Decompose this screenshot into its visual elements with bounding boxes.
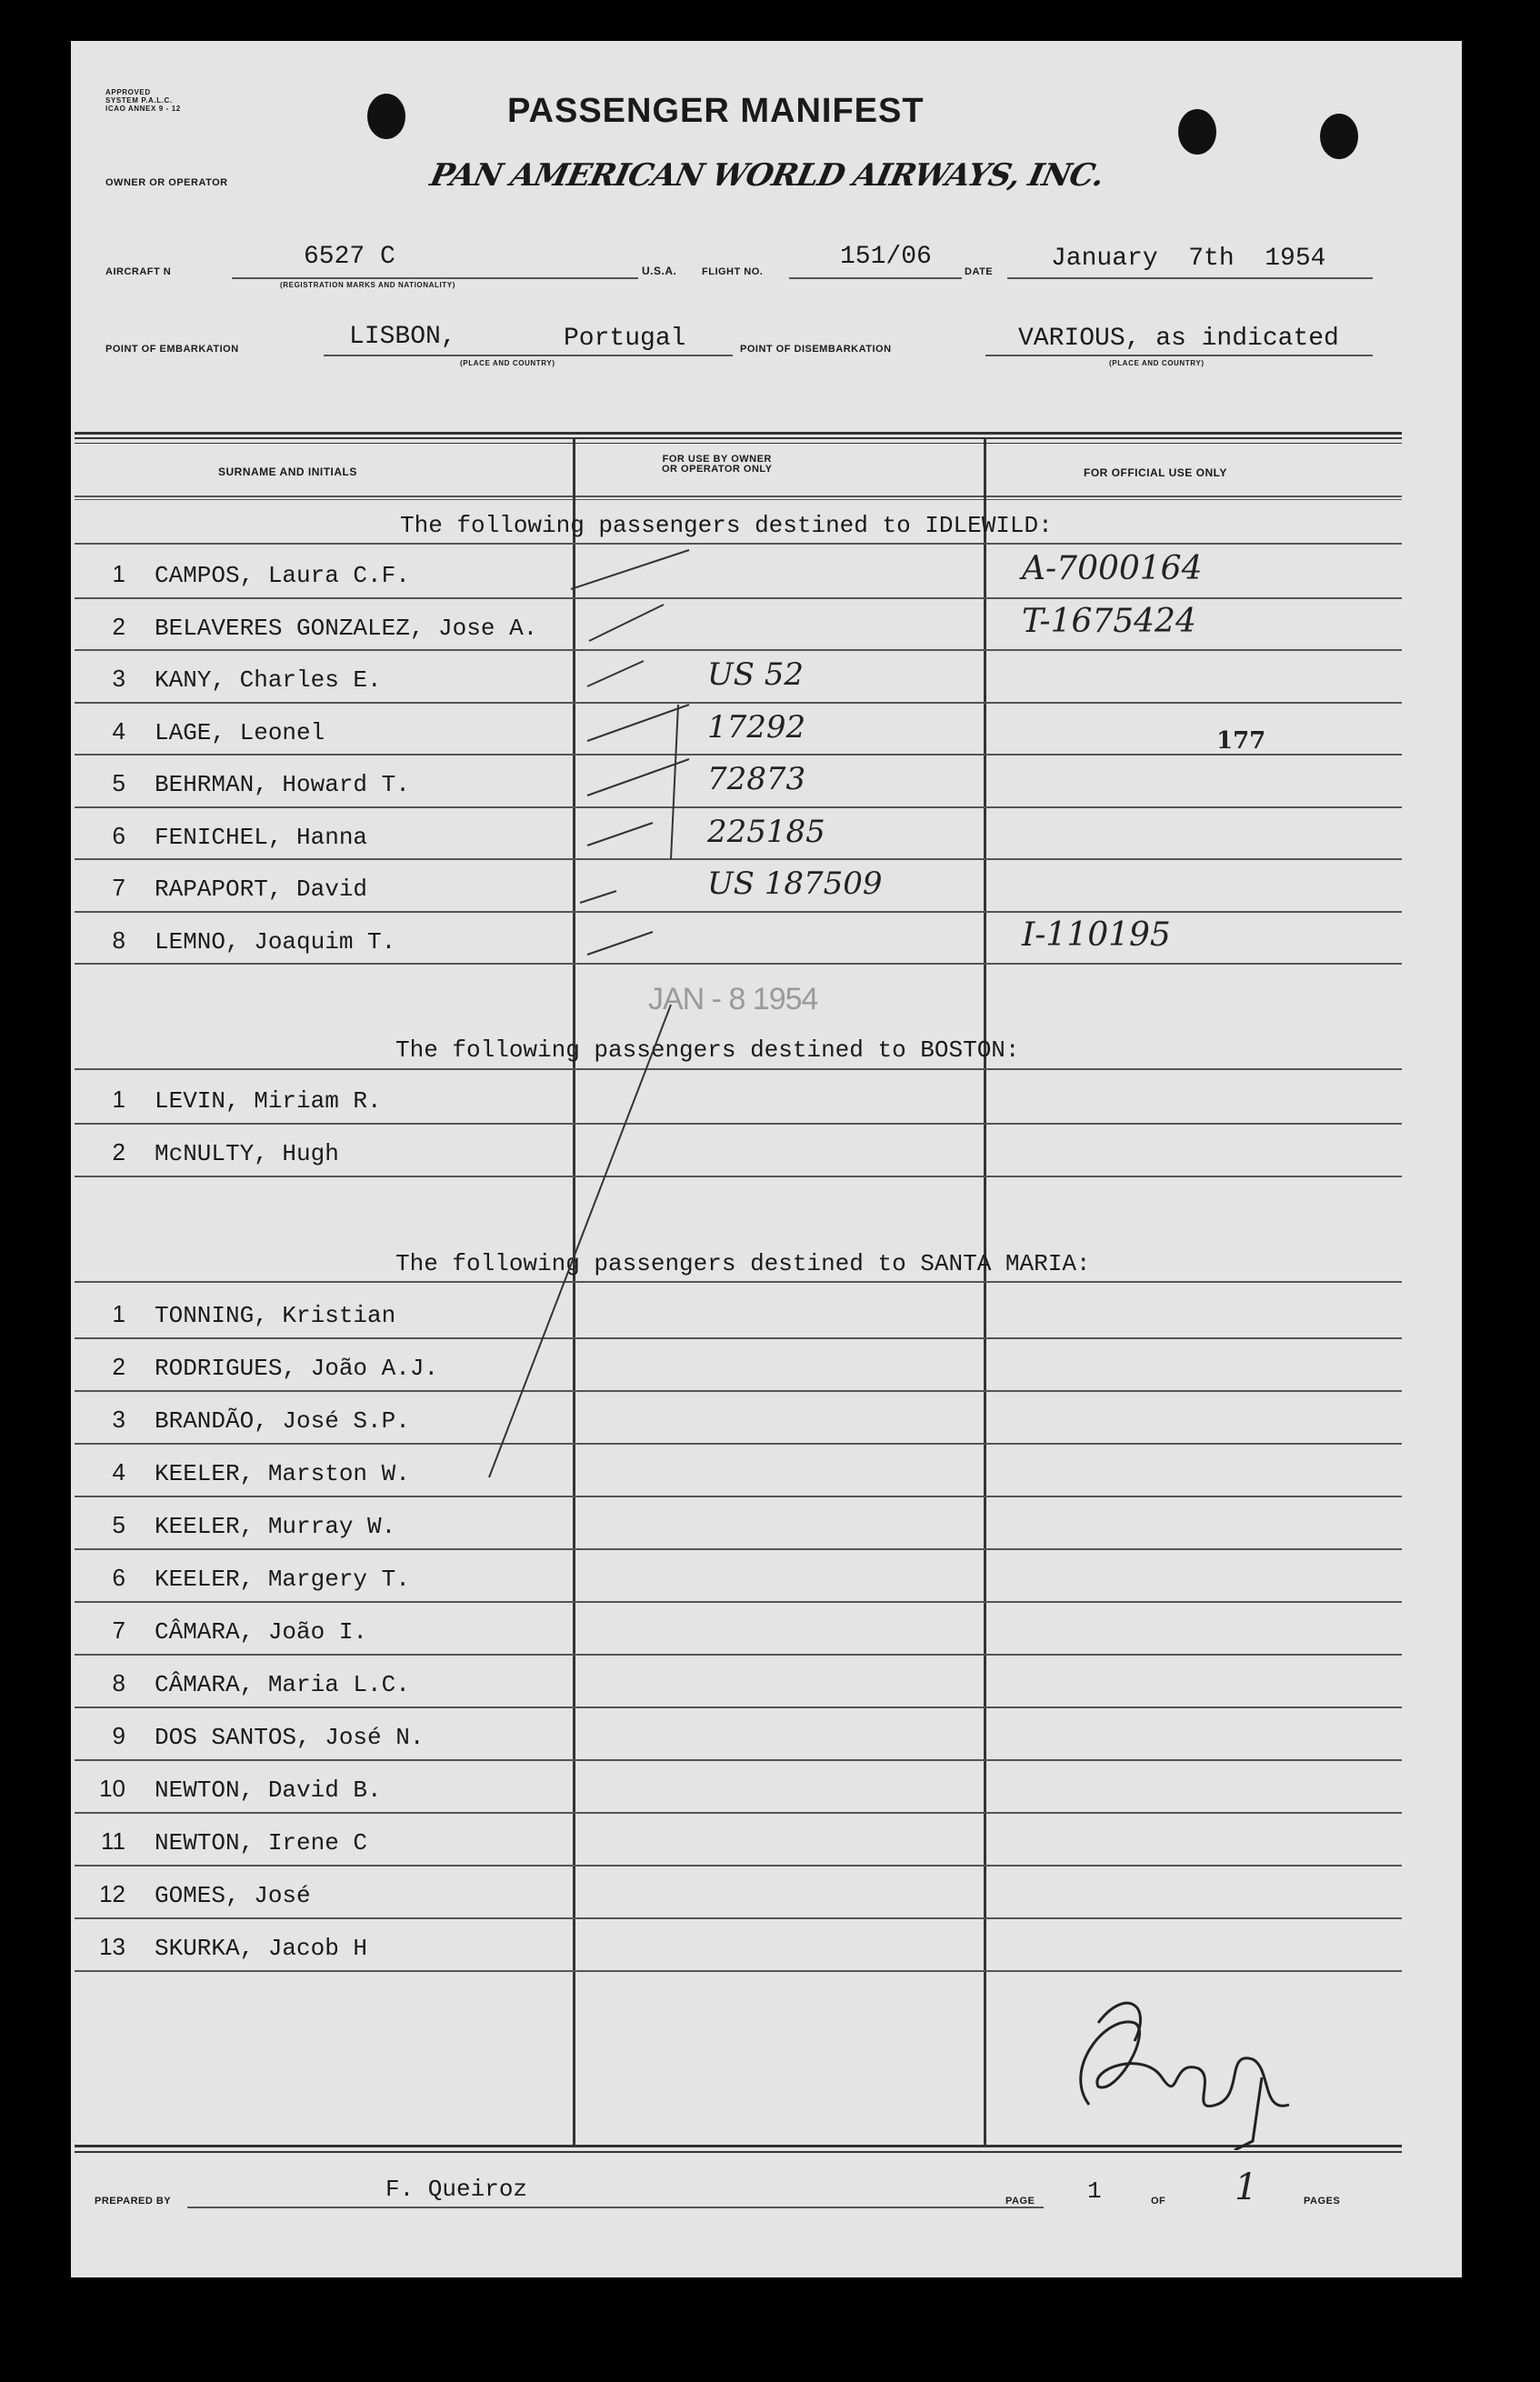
passenger-row (71, 546, 1462, 599)
passenger-number: 2 (112, 1353, 125, 1380)
passenger-number: 12 (99, 1880, 125, 1907)
passenger-number: 8 (112, 1669, 125, 1696)
registration-caption: (REGISTRATION MARKS AND NATIONALITY) (280, 281, 455, 289)
passenger-row (71, 1497, 1462, 1550)
passenger-number: 2 (112, 1138, 125, 1166)
idlewild-heading: The following passengers destined to IDLEWILD: (400, 512, 1053, 539)
disembarkation-value: VARIOUS, as indicated (1018, 325, 1339, 353)
passenger-number: 13 (99, 1933, 125, 1960)
passenger-row (71, 1867, 1462, 1919)
official-note: A-7000164 (1022, 550, 1203, 587)
passenger-name: LEVIN, Miriam R. (155, 1087, 382, 1115)
of-label: OF (1151, 2196, 1166, 2207)
passenger-row (71, 1445, 1462, 1497)
operator-note: 72873 (707, 761, 806, 797)
passenger-name: BRANDÃO, José S.P. (155, 1407, 410, 1435)
pages-label: PAGES (1304, 2196, 1341, 2207)
embarkation-city: LISBON, (349, 323, 456, 351)
operator-note: 225185 (707, 813, 825, 850)
passenger-row (71, 1814, 1462, 1867)
passenger-number: 5 (112, 769, 125, 796)
passenger-row (71, 756, 1462, 808)
prepared-label: PREPARED BY (95, 2196, 172, 2207)
passenger-name: GOMES, José (155, 1882, 311, 1909)
passenger-row (71, 1550, 1462, 1603)
flight-label: FLIGHT NO. (702, 266, 764, 277)
operator-note: US 52 (707, 656, 805, 693)
official-note: 177 (1216, 726, 1266, 755)
embarkation-label: POINT OF EMBARKATION (105, 344, 239, 355)
passenger-name: SKURKA, Jacob H (155, 1935, 368, 1962)
passenger-number: 7 (112, 1616, 125, 1644)
disembarkation-label: POINT OF DISEMBARKATION (740, 344, 892, 355)
passenger-name: BELAVERES GONZALEZ, Jose A. (155, 614, 538, 642)
column-header-official: FOR OFFICIAL USE ONLY (1084, 466, 1227, 479)
passenger-row (71, 1603, 1462, 1656)
passenger-row (71, 599, 1462, 652)
punch-hole-right-1 (1178, 109, 1216, 155)
passenger-row (71, 1761, 1462, 1814)
passenger-row (71, 860, 1462, 913)
passenger-row (71, 1392, 1462, 1445)
passenger-row (71, 1339, 1462, 1392)
punch-hole-left (367, 94, 405, 139)
passenger-number: 3 (112, 665, 125, 692)
passenger-name: TONNING, Kristian (155, 1302, 396, 1329)
passenger-name: LAGE, Leonel (155, 718, 325, 746)
passenger-row (71, 704, 1462, 756)
passenger-name: NEWTON, Irene C (155, 1829, 368, 1857)
passenger-name: CÂMARA, João I. (155, 1618, 368, 1646)
santa-maria-heading: The following passengers destined to SANTA MARIA: (395, 1250, 1091, 1277)
passenger-name: RODRIGUES, João A.J. (155, 1355, 439, 1382)
passenger-number: 1 (112, 1086, 125, 1113)
passenger-number: 8 (112, 926, 125, 954)
of-value: 1 (1235, 2167, 1258, 2208)
flight-value: 151/06 (840, 243, 932, 271)
passenger-name: CAMPOS, Laura C.F. (155, 562, 410, 589)
aircraft-value: 6527 C (304, 243, 395, 271)
embarkation-country: Portugal (564, 325, 686, 353)
passenger-name: LEMNO, Joaquim T. (155, 927, 396, 956)
passenger-row (71, 808, 1462, 861)
date-label: DATE (965, 266, 994, 277)
passenger-name: CÂMARA, Maria L.C. (155, 1671, 410, 1698)
passenger-name: DOS SANTOS, José N. (155, 1724, 425, 1751)
signature (1035, 1968, 1344, 2150)
passenger-number: 10 (99, 1775, 125, 1802)
approval-note: APPROVED SYSTEM P.A.L.C. ICAO ANNEX 9 - 12 (105, 88, 181, 113)
passenger-number: 9 (112, 1722, 125, 1749)
operator-name: PAN AMERICAN WORLD AIRWAYS, INC. (426, 157, 1107, 194)
passenger-name: KEELER, Marston W. (155, 1460, 410, 1487)
passenger-number: 1 (112, 560, 125, 587)
passenger-number: 11 (101, 1827, 125, 1855)
passenger-row (71, 913, 1462, 966)
passenger-row (71, 1072, 1462, 1125)
form-title: PASSENGER MANIFEST (507, 92, 925, 130)
passenger-number: 6 (112, 1564, 125, 1591)
passenger-number: 4 (112, 716, 125, 745)
passenger-name: RAPAPORT, David (155, 876, 368, 903)
date-stamp: JAN - 8 1954 (648, 982, 818, 1016)
page-value: 1 (1087, 2177, 1102, 2205)
date-value: January 7th 1954 (1051, 245, 1326, 273)
passenger-name: KEELER, Murray W. (155, 1513, 396, 1540)
official-note: T-1675424 (1022, 602, 1196, 640)
passenger-row (71, 651, 1462, 704)
column-header-surname: SURNAME AND INITIALS (218, 465, 357, 478)
passenger-name: FENICHEL, Hanna (155, 823, 368, 851)
passenger-name: KANY, Charles E. (155, 666, 382, 694)
passenger-name: McNULTY, Hugh (155, 1140, 339, 1167)
owner-label: OWNER OR OPERATOR (105, 177, 228, 188)
punch-hole-right-2 (1320, 114, 1358, 159)
passenger-row (71, 1708, 1462, 1761)
passenger-name: KEELER, Margery T. (155, 1566, 410, 1593)
passenger-row (71, 1125, 1462, 1177)
disembarkation-caption: (PLACE AND COUNTRY) (1109, 359, 1205, 367)
boston-heading: The following passengers destined to BOSTON: (395, 1036, 1020, 1064)
passenger-row (71, 1919, 1462, 1972)
passenger-row (71, 1656, 1462, 1708)
usa-label: U.S.A. (642, 265, 677, 277)
prepared-value: F. Queiroz (385, 2176, 528, 2203)
passenger-number: 4 (112, 1458, 125, 1486)
passenger-number: 7 (112, 874, 125, 901)
passenger-number: 2 (112, 612, 125, 640)
passenger-name: BEHRMAN, Howard T. (155, 771, 410, 798)
official-note: I-110195 (1022, 916, 1171, 954)
column-header-operator: FOR USE BY OWNER OR OPERATOR ONLY (662, 454, 773, 475)
embarkation-caption: (PLACE AND COUNTRY) (460, 359, 555, 367)
passenger-name: NEWTON, David B. (155, 1776, 382, 1804)
aircraft-label: AIRCRAFT N (105, 266, 172, 277)
manifest-sheet (71, 41, 1462, 2277)
passenger-number: 3 (112, 1406, 125, 1433)
passenger-number: 5 (112, 1511, 125, 1538)
passenger-number: 1 (112, 1300, 125, 1327)
passenger-number: 6 (112, 821, 125, 849)
page-label: PAGE (1005, 2196, 1035, 2207)
passenger-row (71, 1286, 1462, 1339)
operator-note: 17292 (707, 708, 806, 746)
operator-note: US 187509 (707, 866, 883, 902)
